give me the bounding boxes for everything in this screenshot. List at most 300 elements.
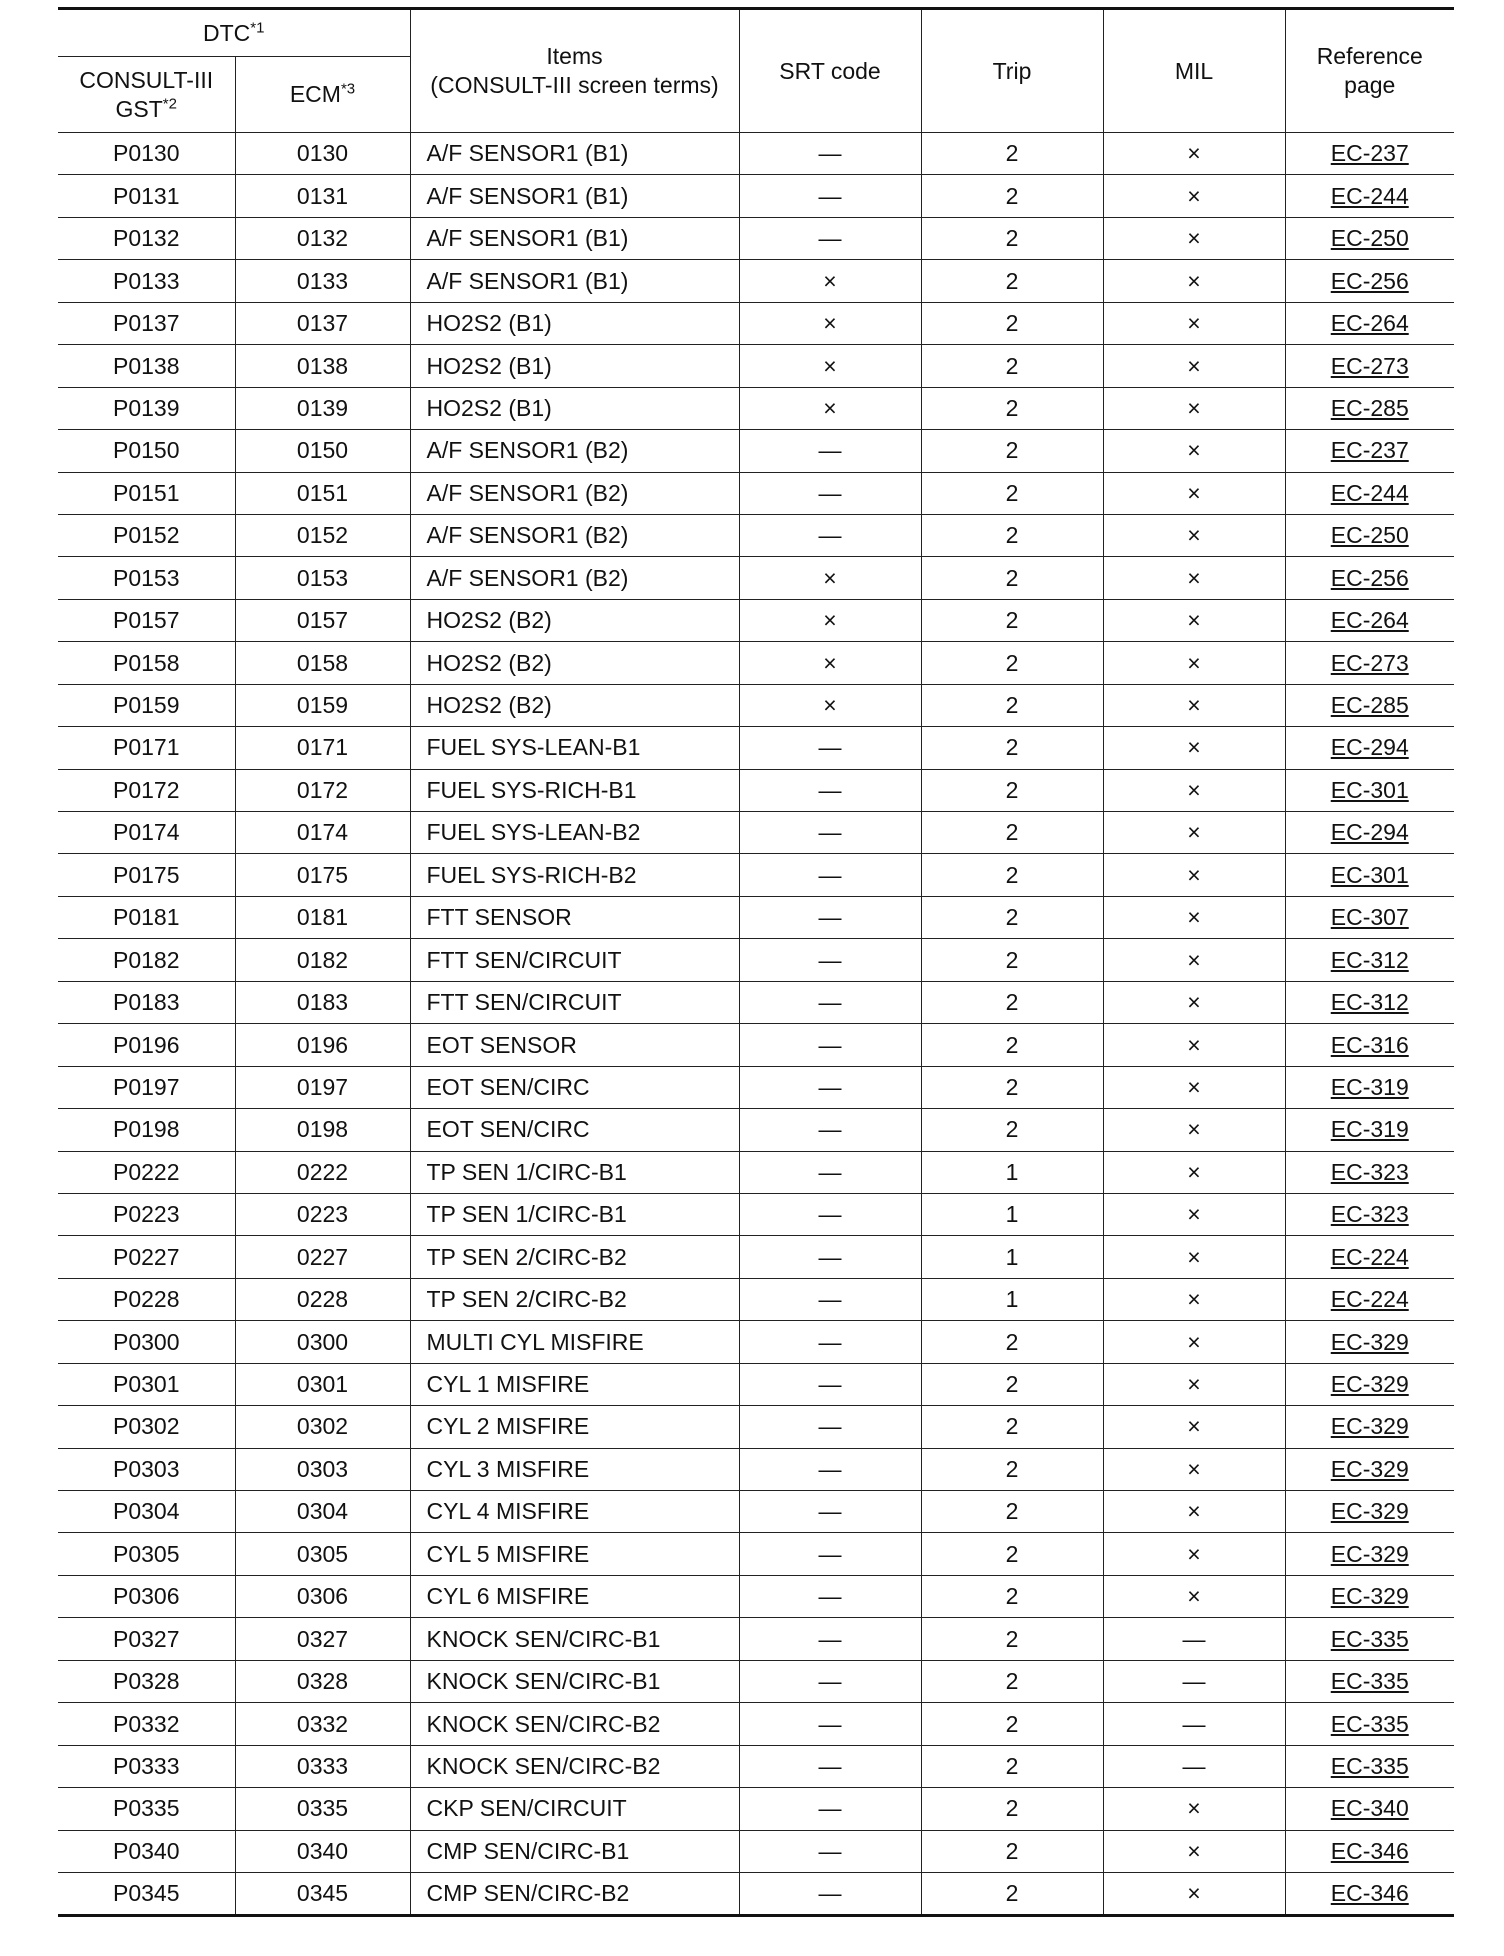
cell-ecm: 0196: [235, 1024, 410, 1066]
cell-trip: 2: [921, 812, 1103, 854]
reference-link[interactable]: EC-301: [1330, 861, 1409, 888]
cell-consult-gst: P0335: [58, 1788, 235, 1830]
cell-consult-gst: P0328: [58, 1660, 235, 1702]
table-row: [58, 345, 1454, 387]
reference-link[interactable]: EC-312: [1330, 989, 1409, 1016]
cell-consult-gst: P0175: [58, 854, 235, 896]
cell-consult-gst: P0150: [58, 430, 235, 472]
table-row: [58, 430, 1454, 472]
cell-consult-gst: P0301: [58, 1363, 235, 1405]
reference-link[interactable]: EC-256: [1330, 267, 1409, 294]
reference-link[interactable]: EC-319: [1330, 1073, 1409, 1100]
table-row: [58, 557, 1454, 599]
cell-mil: ×: [1103, 514, 1285, 556]
cell-consult-gst: P0303: [58, 1448, 235, 1490]
cell-consult-gst: P0300: [58, 1321, 235, 1363]
reference-link[interactable]: EC-307: [1330, 904, 1409, 931]
table-row: [58, 1236, 1454, 1278]
cell-reference: [1285, 1278, 1454, 1320]
cell-mil: ×: [1103, 1024, 1285, 1066]
cell-reference: [1285, 981, 1454, 1023]
cell-item: FUEL SYS-LEAN-B2: [410, 812, 739, 854]
cell-trip: 2: [921, 896, 1103, 938]
cell-consult-gst: P0222: [58, 1151, 235, 1193]
cell-srt-code: —: [739, 1660, 921, 1702]
cell-item: KNOCK SEN/CIRC-B1: [410, 1660, 739, 1702]
cell-srt-code: —: [739, 1448, 921, 1490]
cell-mil: ×: [1103, 1278, 1285, 1320]
cell-mil: ×: [1103, 345, 1285, 387]
cell-mil: ×: [1103, 1193, 1285, 1235]
cell-reference: [1285, 939, 1454, 981]
reference-link[interactable]: EC-285: [1330, 692, 1409, 719]
dtc-header: DTC$^{*1}$: [58, 9, 410, 57]
cell-trip: 2: [921, 557, 1103, 599]
table-row: [58, 1788, 1454, 1830]
cell-consult-gst: P0138: [58, 345, 235, 387]
reference-link[interactable]: EC-285: [1330, 394, 1409, 421]
cell-item: HO2S2 (B2): [410, 684, 739, 726]
cell-trip: 2: [921, 1024, 1103, 1066]
cell-item: CMP SEN/CIRC-B1: [410, 1830, 739, 1872]
table-row: [58, 812, 1454, 854]
cell-trip: 2: [921, 1491, 1103, 1533]
cell-reference: [1285, 1533, 1454, 1575]
cell-reference: [1285, 1660, 1454, 1702]
cell-trip: 2: [921, 1745, 1103, 1787]
cell-reference: [1285, 896, 1454, 938]
cell-ecm: 0332: [235, 1703, 410, 1745]
cell-ecm: 0306: [235, 1575, 410, 1617]
cell-mil: ×: [1103, 1109, 1285, 1151]
cell-ecm: 0345: [235, 1872, 410, 1915]
cell-consult-gst: P0332: [58, 1703, 235, 1745]
table-row: [58, 642, 1454, 684]
reference-link[interactable]: EC-335: [1330, 1752, 1409, 1779]
srt-header: SRT code: [739, 9, 921, 133]
cell-mil: ×: [1103, 1066, 1285, 1108]
cell-mil: ×: [1103, 981, 1285, 1023]
reference-link[interactable]: EC-224: [1330, 1243, 1409, 1270]
reference-link[interactable]: EC-273: [1330, 649, 1409, 676]
cell-srt-code: —: [739, 1024, 921, 1066]
cell-mil: ×: [1103, 133, 1285, 175]
cell-trip: 2: [921, 1660, 1103, 1702]
cell-mil: ×: [1103, 812, 1285, 854]
cell-mil: —: [1103, 1745, 1285, 1787]
cell-reference: [1285, 1703, 1454, 1745]
table-body: [58, 133, 1454, 1916]
cell-ecm: 0131: [235, 175, 410, 217]
reference-header: Reference page: [1285, 9, 1454, 133]
cell-mil: ×: [1103, 217, 1285, 259]
cell-item: FUEL SYS-LEAN-B1: [410, 727, 739, 769]
cell-srt-code: —: [739, 1703, 921, 1745]
cell-consult-gst: P0306: [58, 1575, 235, 1617]
cell-srt-code: ×: [739, 260, 921, 302]
cell-srt-code: —: [739, 1491, 921, 1533]
cell-item: A/F SENSOR1 (B2): [410, 430, 739, 472]
cell-srt-code: —: [739, 727, 921, 769]
cell-item: CYL 6 MISFIRE: [410, 1575, 739, 1617]
cell-ecm: 0305: [235, 1533, 410, 1575]
table-row: [58, 387, 1454, 429]
cell-ecm: 0150: [235, 430, 410, 472]
cell-srt-code: —: [739, 514, 921, 556]
cell-trip: 2: [921, 1321, 1103, 1363]
cell-reference: [1285, 1109, 1454, 1151]
table-row: [58, 1703, 1454, 1745]
cell-item: HO2S2 (B2): [410, 642, 739, 684]
cell-item: A/F SENSOR1 (B1): [410, 260, 739, 302]
cell-mil: ×: [1103, 1406, 1285, 1448]
reference-link[interactable]: EC-329: [1330, 1328, 1409, 1355]
cell-consult-gst: P0333: [58, 1745, 235, 1787]
reference-link[interactable]: EC-335: [1330, 1710, 1409, 1737]
cell-srt-code: —: [739, 1193, 921, 1235]
reference-link[interactable]: EC-329: [1330, 1455, 1409, 1482]
cell-trip: 2: [921, 1703, 1103, 1745]
cell-mil: —: [1103, 1618, 1285, 1660]
cell-trip: 2: [921, 472, 1103, 514]
cell-trip: 2: [921, 1533, 1103, 1575]
table-row: [58, 1745, 1454, 1787]
cell-reference: [1285, 684, 1454, 726]
reference-link[interactable]: EC-312: [1330, 946, 1409, 973]
cell-consult-gst: P0305: [58, 1533, 235, 1575]
cell-srt-code: —: [739, 430, 921, 472]
cell-reference: [1285, 812, 1454, 854]
table-row: [58, 981, 1454, 1023]
cell-item: A/F SENSOR1 (B1): [410, 133, 739, 175]
cell-consult-gst: P0304: [58, 1491, 235, 1533]
cell-srt-code: —: [739, 1533, 921, 1575]
cell-item: A/F SENSOR1 (B2): [410, 514, 739, 556]
cell-reference: [1285, 854, 1454, 896]
cell-ecm: 0157: [235, 599, 410, 641]
cell-trip: 2: [921, 981, 1103, 1023]
reference-link[interactable]: EC-250: [1330, 522, 1409, 549]
reference-link[interactable]: EC-323: [1330, 1201, 1409, 1228]
cell-trip: 1: [921, 1278, 1103, 1320]
cell-ecm: 0227: [235, 1236, 410, 1278]
cell-mil: —: [1103, 1660, 1285, 1702]
cell-consult-gst: P0345: [58, 1872, 235, 1915]
reference-link[interactable]: EC-244: [1330, 479, 1409, 506]
cell-reference: [1285, 1788, 1454, 1830]
cell-ecm: 0151: [235, 472, 410, 514]
reference-link[interactable]: EC-264: [1330, 310, 1409, 337]
reference-link[interactable]: EC-346: [1330, 1880, 1409, 1907]
reference-link[interactable]: EC-335: [1330, 1668, 1409, 1695]
cell-trip: 2: [921, 1575, 1103, 1617]
cell-consult-gst: P0198: [58, 1109, 235, 1151]
cell-reference: [1285, 557, 1454, 599]
cell-ecm: 0158: [235, 642, 410, 684]
cell-mil: ×: [1103, 1830, 1285, 1872]
cell-srt-code: —: [739, 812, 921, 854]
cell-srt-code: —: [739, 1830, 921, 1872]
cell-reference: [1285, 599, 1454, 641]
cell-consult-gst: P0139: [58, 387, 235, 429]
cell-reference: [1285, 1618, 1454, 1660]
cell-reference: [1285, 1151, 1454, 1193]
cell-trip: 2: [921, 1448, 1103, 1490]
reference-link[interactable]: EC-301: [1330, 776, 1409, 803]
table-row: [58, 175, 1454, 217]
table-row: [58, 1109, 1454, 1151]
cell-reference: [1285, 1363, 1454, 1405]
cell-reference: [1285, 1491, 1454, 1533]
cell-consult-gst: P0340: [58, 1830, 235, 1872]
cell-reference: [1285, 175, 1454, 217]
cell-trip: 2: [921, 345, 1103, 387]
cell-ecm: 0153: [235, 557, 410, 599]
cell-consult-gst: P0159: [58, 684, 235, 726]
cell-consult-gst: P0181: [58, 896, 235, 938]
table-row: [58, 1321, 1454, 1363]
reference-link[interactable]: EC-264: [1330, 607, 1409, 634]
reference-link[interactable]: EC-294: [1330, 734, 1409, 761]
trip-header: Trip: [921, 9, 1103, 133]
table-row: [58, 1491, 1454, 1533]
cell-mil: ×: [1103, 302, 1285, 344]
reference-link[interactable]: EC-335: [1330, 1625, 1409, 1652]
cell-ecm: 0130: [235, 133, 410, 175]
cell-ecm: 0304: [235, 1491, 410, 1533]
reference-link[interactable]: EC-329: [1330, 1583, 1409, 1610]
cell-ecm: 0223: [235, 1193, 410, 1235]
table-row: [58, 769, 1454, 811]
table-row: [58, 854, 1454, 896]
cell-consult-gst: P0133: [58, 260, 235, 302]
cell-consult-gst: P0157: [58, 599, 235, 641]
cell-item: FUEL SYS-RICH-B1: [410, 769, 739, 811]
reference-link[interactable]: EC-316: [1330, 1031, 1409, 1058]
cell-item: EOT SEN/CIRC: [410, 1066, 739, 1108]
cell-trip: 2: [921, 175, 1103, 217]
cell-consult-gst: P0174: [58, 812, 235, 854]
cell-consult-gst: P0327: [58, 1618, 235, 1660]
cell-ecm: 0159: [235, 684, 410, 726]
reference-link[interactable]: EC-329: [1330, 1498, 1409, 1525]
cell-ecm: 0303: [235, 1448, 410, 1490]
cell-item: KNOCK SEN/CIRC-B2: [410, 1703, 739, 1745]
reference-link[interactable]: EC-323: [1330, 1158, 1409, 1185]
cell-srt-code: —: [739, 1406, 921, 1448]
cell-reference: [1285, 260, 1454, 302]
cell-reference: [1285, 1066, 1454, 1108]
cell-ecm: 0152: [235, 514, 410, 556]
table-row: [58, 1660, 1454, 1702]
cell-reference: [1285, 430, 1454, 472]
cell-trip: 2: [921, 939, 1103, 981]
table-row: [58, 1406, 1454, 1448]
cell-item: CYL 3 MISFIRE: [410, 1448, 739, 1490]
cell-ecm: 0222: [235, 1151, 410, 1193]
cell-reference: [1285, 1024, 1454, 1066]
cell-srt-code: —: [739, 854, 921, 896]
cell-item: HO2S2 (B1): [410, 387, 739, 429]
cell-trip: 2: [921, 260, 1103, 302]
dtc-table: [58, 7, 1454, 1917]
cell-ecm: 0327: [235, 1618, 410, 1660]
cell-item: FTT SEN/CIRCUIT: [410, 981, 739, 1023]
table-row: [58, 599, 1454, 641]
cell-mil: ×: [1103, 1236, 1285, 1278]
cell-mil: ×: [1103, 557, 1285, 599]
cell-consult-gst: P0132: [58, 217, 235, 259]
cell-item: A/F SENSOR1 (B1): [410, 175, 739, 217]
reference-link[interactable]: EC-273: [1330, 352, 1409, 379]
cell-consult-gst: P0196: [58, 1024, 235, 1066]
cell-srt-code: —: [739, 133, 921, 175]
cell-consult-gst: P0172: [58, 769, 235, 811]
cell-srt-code: ×: [739, 599, 921, 641]
cell-mil: ×: [1103, 939, 1285, 981]
cell-item: CYL 1 MISFIRE: [410, 1363, 739, 1405]
table-row: [58, 1066, 1454, 1108]
cell-srt-code: —: [739, 217, 921, 259]
table-row: [58, 1872, 1454, 1915]
table-row: [58, 302, 1454, 344]
cell-srt-code: —: [739, 939, 921, 981]
cell-mil: ×: [1103, 727, 1285, 769]
cell-trip: 2: [921, 1618, 1103, 1660]
cell-reference: [1285, 642, 1454, 684]
reference-link[interactable]: EC-319: [1330, 1116, 1409, 1143]
reference-link[interactable]: EC-329: [1330, 1371, 1409, 1398]
table-row: [58, 939, 1454, 981]
cell-mil: ×: [1103, 1575, 1285, 1617]
cell-reference: [1285, 133, 1454, 175]
cell-srt-code: ×: [739, 387, 921, 429]
table-row: [58, 1830, 1454, 1872]
reference-link[interactable]: EC-329: [1330, 1540, 1409, 1567]
cell-ecm: 0138: [235, 345, 410, 387]
table-row: [58, 217, 1454, 259]
cell-item: KNOCK SEN/CIRC-B2: [410, 1745, 739, 1787]
cell-ecm: 0182: [235, 939, 410, 981]
cell-item: KNOCK SEN/CIRC-B1: [410, 1618, 739, 1660]
cell-item: TP SEN 2/CIRC-B2: [410, 1236, 739, 1278]
cell-srt-code: —: [739, 1618, 921, 1660]
reference-link[interactable]: EC-237: [1330, 437, 1409, 464]
cell-reference: [1285, 472, 1454, 514]
cell-trip: 1: [921, 1236, 1103, 1278]
cell-ecm: 0175: [235, 854, 410, 896]
table-row: [58, 1575, 1454, 1617]
table-row: [58, 684, 1454, 726]
cell-consult-gst: P0302: [58, 1406, 235, 1448]
cell-srt-code: —: [739, 1745, 921, 1787]
cell-item: FTT SEN/CIRCUIT: [410, 939, 739, 981]
cell-trip: 2: [921, 387, 1103, 429]
cell-reference: [1285, 769, 1454, 811]
table-row: [58, 1024, 1454, 1066]
cell-mil: ×: [1103, 260, 1285, 302]
cell-consult-gst: P0171: [58, 727, 235, 769]
cell-mil: ×: [1103, 642, 1285, 684]
cell-trip: 2: [921, 217, 1103, 259]
reference-link[interactable]: EC-329: [1330, 1413, 1409, 1440]
cell-reference: [1285, 1321, 1454, 1363]
reference-link[interactable]: EC-250: [1330, 225, 1409, 252]
reference-link[interactable]: EC-224: [1330, 1286, 1409, 1313]
cell-ecm: 0139: [235, 387, 410, 429]
cell-ecm: 0340: [235, 1830, 410, 1872]
cell-srt-code: —: [739, 175, 921, 217]
cell-item: MULTI CYL MISFIRE: [410, 1321, 739, 1363]
cell-reference: [1285, 217, 1454, 259]
cell-trip: 1: [921, 1193, 1103, 1235]
cell-item: CMP SEN/CIRC-B2: [410, 1872, 739, 1915]
reference-link[interactable]: EC-294: [1330, 819, 1409, 846]
cell-srt-code: ×: [739, 642, 921, 684]
cell-item: CYL 2 MISFIRE: [410, 1406, 739, 1448]
ecm-header: ECM$^{*3}$: [235, 57, 410, 133]
cell-ecm: 0137: [235, 302, 410, 344]
cell-reference: [1285, 727, 1454, 769]
cell-srt-code: —: [739, 1788, 921, 1830]
table-row: [58, 727, 1454, 769]
cell-mil: ×: [1103, 1788, 1285, 1830]
table-row: [58, 472, 1454, 514]
cell-mil: ×: [1103, 896, 1285, 938]
reference-link[interactable]: EC-340: [1330, 1795, 1409, 1822]
cell-mil: ×: [1103, 1448, 1285, 1490]
cell-trip: 2: [921, 1406, 1103, 1448]
cell-consult-gst: P0151: [58, 472, 235, 514]
reference-link[interactable]: EC-256: [1330, 564, 1409, 591]
cell-reference: [1285, 514, 1454, 556]
table-row: [58, 1363, 1454, 1405]
reference-link[interactable]: EC-346: [1330, 1837, 1409, 1864]
cell-srt-code: —: [739, 1363, 921, 1405]
cell-srt-code: ×: [739, 557, 921, 599]
cell-trip: 2: [921, 684, 1103, 726]
cell-trip: 2: [921, 1830, 1103, 1872]
table-row: [58, 514, 1454, 556]
cell-item: EOT SENSOR: [410, 1024, 739, 1066]
cell-reference: [1285, 345, 1454, 387]
cell-ecm: 0133: [235, 260, 410, 302]
cell-srt-code: —: [739, 1109, 921, 1151]
cell-srt-code: —: [739, 1872, 921, 1915]
cell-srt-code: —: [739, 1321, 921, 1363]
reference-link[interactable]: EC-237: [1330, 140, 1409, 167]
cell-srt-code: ×: [739, 345, 921, 387]
cell-mil: ×: [1103, 472, 1285, 514]
cell-ecm: 0171: [235, 727, 410, 769]
cell-srt-code: —: [739, 1278, 921, 1320]
cell-consult-gst: P0183: [58, 981, 235, 1023]
cell-reference: [1285, 1448, 1454, 1490]
cell-reference: [1285, 1193, 1454, 1235]
table-row: [58, 260, 1454, 302]
cell-item: FUEL SYS-RICH-B2: [410, 854, 739, 896]
cell-trip: 2: [921, 302, 1103, 344]
cell-ecm: 0183: [235, 981, 410, 1023]
cell-srt-code: —: [739, 1236, 921, 1278]
cell-mil: ×: [1103, 1491, 1285, 1533]
reference-link[interactable]: EC-244: [1330, 182, 1409, 209]
cell-srt-code: ×: [739, 302, 921, 344]
cell-trip: 2: [921, 727, 1103, 769]
consult-gst-header: CONSULT-III GST$^{*2}$: [58, 57, 235, 133]
cell-trip: 2: [921, 514, 1103, 556]
cell-reference: [1285, 302, 1454, 344]
